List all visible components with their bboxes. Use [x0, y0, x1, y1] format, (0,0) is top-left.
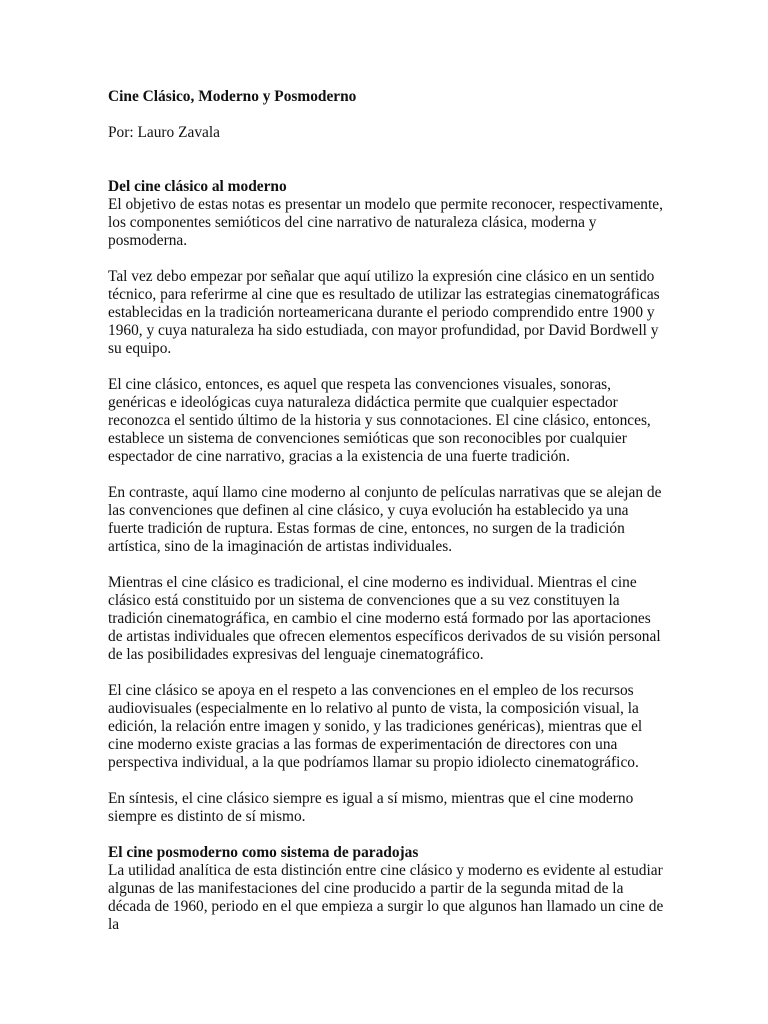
document-author: Por: Lauro Zavala	[108, 124, 220, 141]
document-page	[108, 88, 668, 934]
document-title: Cine Clásico, Moderno y Posmoderno	[108, 88, 357, 105]
paragraph: Tal vez debo empezar por señalar que aquí utilizo la expresión cine clásico en un sentido técnico, para referirme al cine que es resultado de utilizar las estrategias cinematográficas establecidas en la tradición norteamericana durante el periodo comprendido entre 1900 y 1960, y cuya naturaleza ha sido estudiada, con mayor profundidad, por David Bordwell y su equipo.	[108, 268, 660, 357]
paragraph: El objetivo de estas notas es presentar un modelo que permite reconocer, respectivamente, los componentes semióticos del cine narrativo de naturaleza clásica, moderna y posmoderna.	[108, 196, 663, 249]
section-postmodern-paradoxes	[108, 844, 668, 934]
section-heading: Del cine clásico al moderno	[108, 178, 287, 195]
paragraph: En síntesis, el cine clásico siempre es igual a sí mismo, mientras que el cine moderno siempre es distinto de sí mismo.	[108, 790, 634, 825]
paragraph: El cine clásico se apoya en el respeto a las convenciones en el empleo de los recursos audiovisuales (especialmente en lo relativo al punto de vista, la composición visual, la edición, la relación entre imagen y sonido, y las tradiciones genéricas), mientras que el cine moderno existe gracias a las formas de experimentación de directores con una perspectiva individual, a la que podríamos llamar su propio idiolecto cinematográfico.	[108, 682, 643, 771]
section-heading: El cine posmoderno como sistema de paradojas	[108, 844, 419, 861]
paragraph: En contraste, aquí llamo cine moderno al conjunto de películas narrativas que se alejan de las convenciones que definen al cine clásico, y cuya evolución ha establecido ya una fuerte tradición de ruptura. Estas formas de cine, entonces, no surgen de la tradición artística, sino de la imaginación de artistas individuales.	[108, 484, 662, 555]
paragraph: El cine clásico, entonces, es aquel que respeta las convenciones visuales, sonoras, genéricas e ideológicas cuya naturaleza didáctica permite que cualquier espectador reconozca el sentido último de la historia y sus connotaciones. El cine clásico, entonces, establece un sistema de convenciones semióticas que son reconocibles por cualquier espectador de cine narrativo, gracias a la existencia de una fuerte tradición.	[108, 376, 651, 465]
paragraph: Mientras el cine clásico es tradicional, el cine moderno es individual. Mientras el cine clásico está constituido por un sistema de convenciones que a su vez constituyen la tradición cinematográfica, en cambio el cine moderno está formado por las aportaciones de artistas individuales que ofrecen elementos específicos derivados de su visión personal de las posibilidades expresivas del lenguaje cinematográfico.	[108, 574, 661, 663]
section-classic-to-modern	[108, 178, 668, 826]
paragraph: La utilidad analítica de esta distinción entre cine clásico y moderno es evidente al estudiar algunas de las manifestaciones del cine producido a partir de la segunda mitad de la década de 1960, periodo en el que empieza a surgir lo que algunos han llamado un cine de la	[108, 862, 664, 933]
